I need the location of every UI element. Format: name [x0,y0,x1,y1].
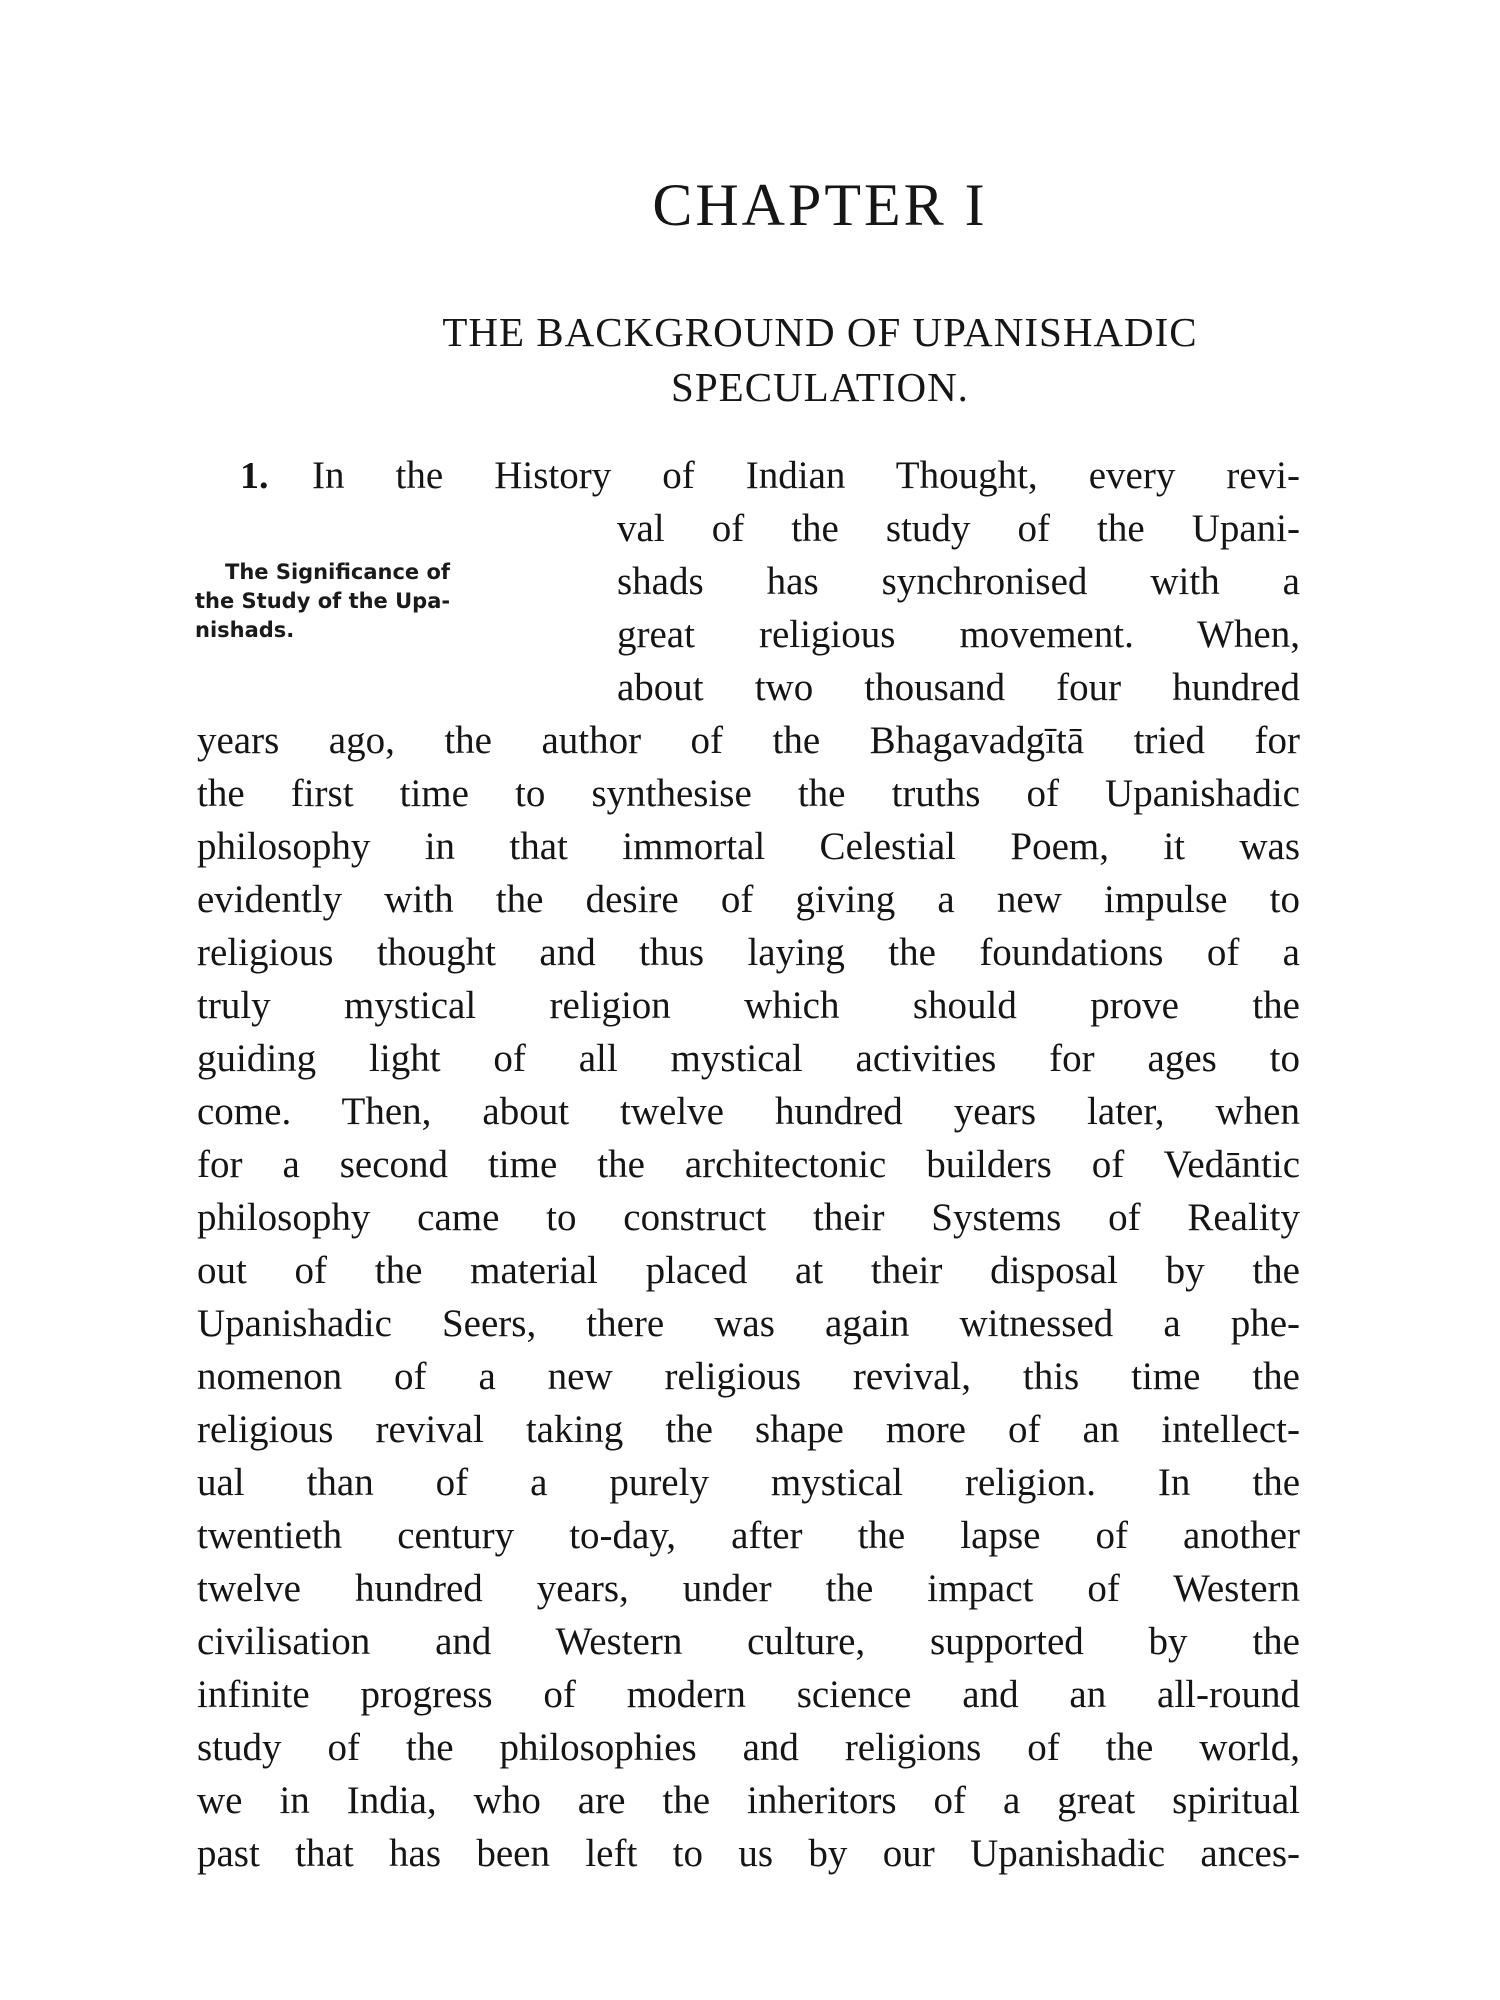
section-title [0,305,1500,415]
body-text-line: In the History of Indian Thought, every revi- [312,454,1300,497]
body-text-line: nomenon of a new religious revival, this time the [197,1355,1300,1398]
body-text-line: twentieth century to-day, after the lapse of another [197,1514,1300,1557]
margin-sidenote [195,558,575,645]
body-text-line: great religious movement. When, [617,613,1300,656]
body-text-line: val of the study of the Upani- [617,507,1300,550]
body-text-line: out of the material placed at their disposal by the [197,1249,1300,1292]
body-text-line: study of the philosophies and religions of the world, [197,1726,1300,1769]
body-text-line: religious thought and thus laying the foundations of a [197,931,1300,974]
body-text-line: philosophy in that immortal Celestial Poem, it was [197,825,1300,868]
body-text-line: for a second time the architectonic builders of Vedāntic [197,1143,1300,1186]
body-text-line: come. Then, about twelve hundred years later, when [197,1090,1300,1133]
body-text-line: the first time to synthesise the truths of Upanishadic [197,772,1300,815]
body-text-line: civilisation and Western culture, supported by the [197,1620,1300,1663]
body-text-line: religious revival taking the shape more of an intellect- [197,1408,1300,1451]
body-text-line: ual than of a purely mystical religion. In the [197,1461,1300,1504]
chapter-title: CHAPTER I [652,172,988,238]
body-text-line: twelve hundred years, under the impact of Western [197,1567,1300,1610]
sidenote-line: the Study of the Upa- [195,589,451,613]
body-text-line: evidently with the desire of giving a new impulse to [197,878,1300,921]
body-text-line: guiding light of all mystical activities for ages to [197,1037,1300,1080]
body-text-line: truly mystical religion which should prove the [197,984,1300,1027]
body-text-line: philosophy came to construct their Systems of Reality [197,1196,1300,1239]
body-text-line: shads has synchronised with a [617,560,1300,603]
body-text-line: infinite progress of modern science and an all-round [197,1673,1300,1716]
paragraph-number: 1. [240,455,269,497]
body-text-line: years ago, the author of the Bhagavadgītā tried for [197,719,1300,762]
sidenote-line: nishads. [195,618,295,642]
section-title-line-2: SPECULATION. [671,364,969,410]
body-text-line: past that has been left to us by our Upanishadic ances- [197,1832,1300,1875]
body-text-line: we in India, who are the inheritors of a great spiritual [197,1779,1300,1822]
section-title-line-1: THE BACKGROUND OF UPANISHADIC [442,309,1198,355]
body-text-line: Upanishadic Seers, there was again witnessed a phe- [197,1302,1300,1345]
sidenote-line: The Significance of [225,560,451,584]
body-text-line: about two thousand four hundred [617,666,1300,709]
